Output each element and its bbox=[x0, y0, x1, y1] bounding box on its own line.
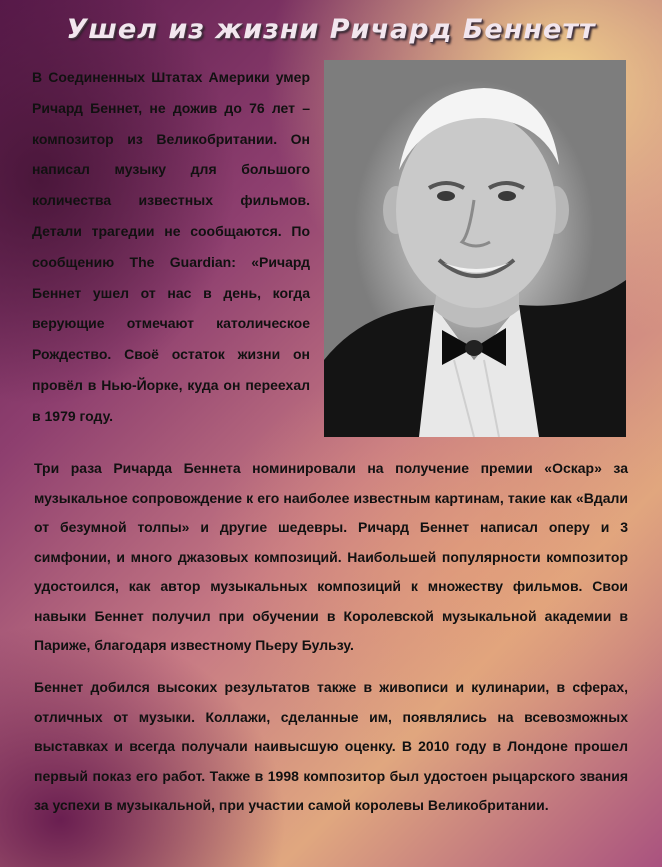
body-paragraph-1: Три раза Ричарда Беннета номинировали на получение премии «Оскар» за музыкальное сопровождение к его наиболее известным картинам, такие как «Вдали от безумной толпы» и другие шедевры. Ричард Беннет написал оперу и 3 симфонии, и много джазовых композиций. Наибольшей популярности композитор удостоился, как автор музыкальных композиций к множеству фильмов. Свои навыки Беннет получил при обучении в Королевской музыкальной академии в Париже, благодаря известному Пьеру Бульзу. bbox=[34, 460, 628, 653]
intro-paragraph: В Соединенных Штатах Америки умер Ричард Беннет, не дожив до 76 лет – композитор из Великобритании. Он написал музыку для большого количества известных фильмов. Детали трагедии не сообщаются. По сообщению The Guardian: «Ричард Беннет ушел от нас в день, когда верующие отмечают католическое Рождество. Своё остаток жизни он провёл в Нью-Йорке, куда он переехал в 1979 году. bbox=[32, 69, 310, 424]
page-title: Ушел из жизни Ричард Беннетт bbox=[66, 14, 596, 45]
portrait-photo bbox=[324, 60, 626, 437]
body-paragraph-2: Беннет добился высоких результатов также в живописи и кулинарии, в сферах, отличных от музыки. Коллажи, сделанные им, появлялись на всевозможных выставках и всегда получали наивысшую оценку. В 2010 году в Лондоне прошел первый показ его работ. Также в 1998 композитор был удостоен рыцарского звания за успехи в музыкальной, при участии самой королевы Великобритании. bbox=[34, 679, 628, 813]
